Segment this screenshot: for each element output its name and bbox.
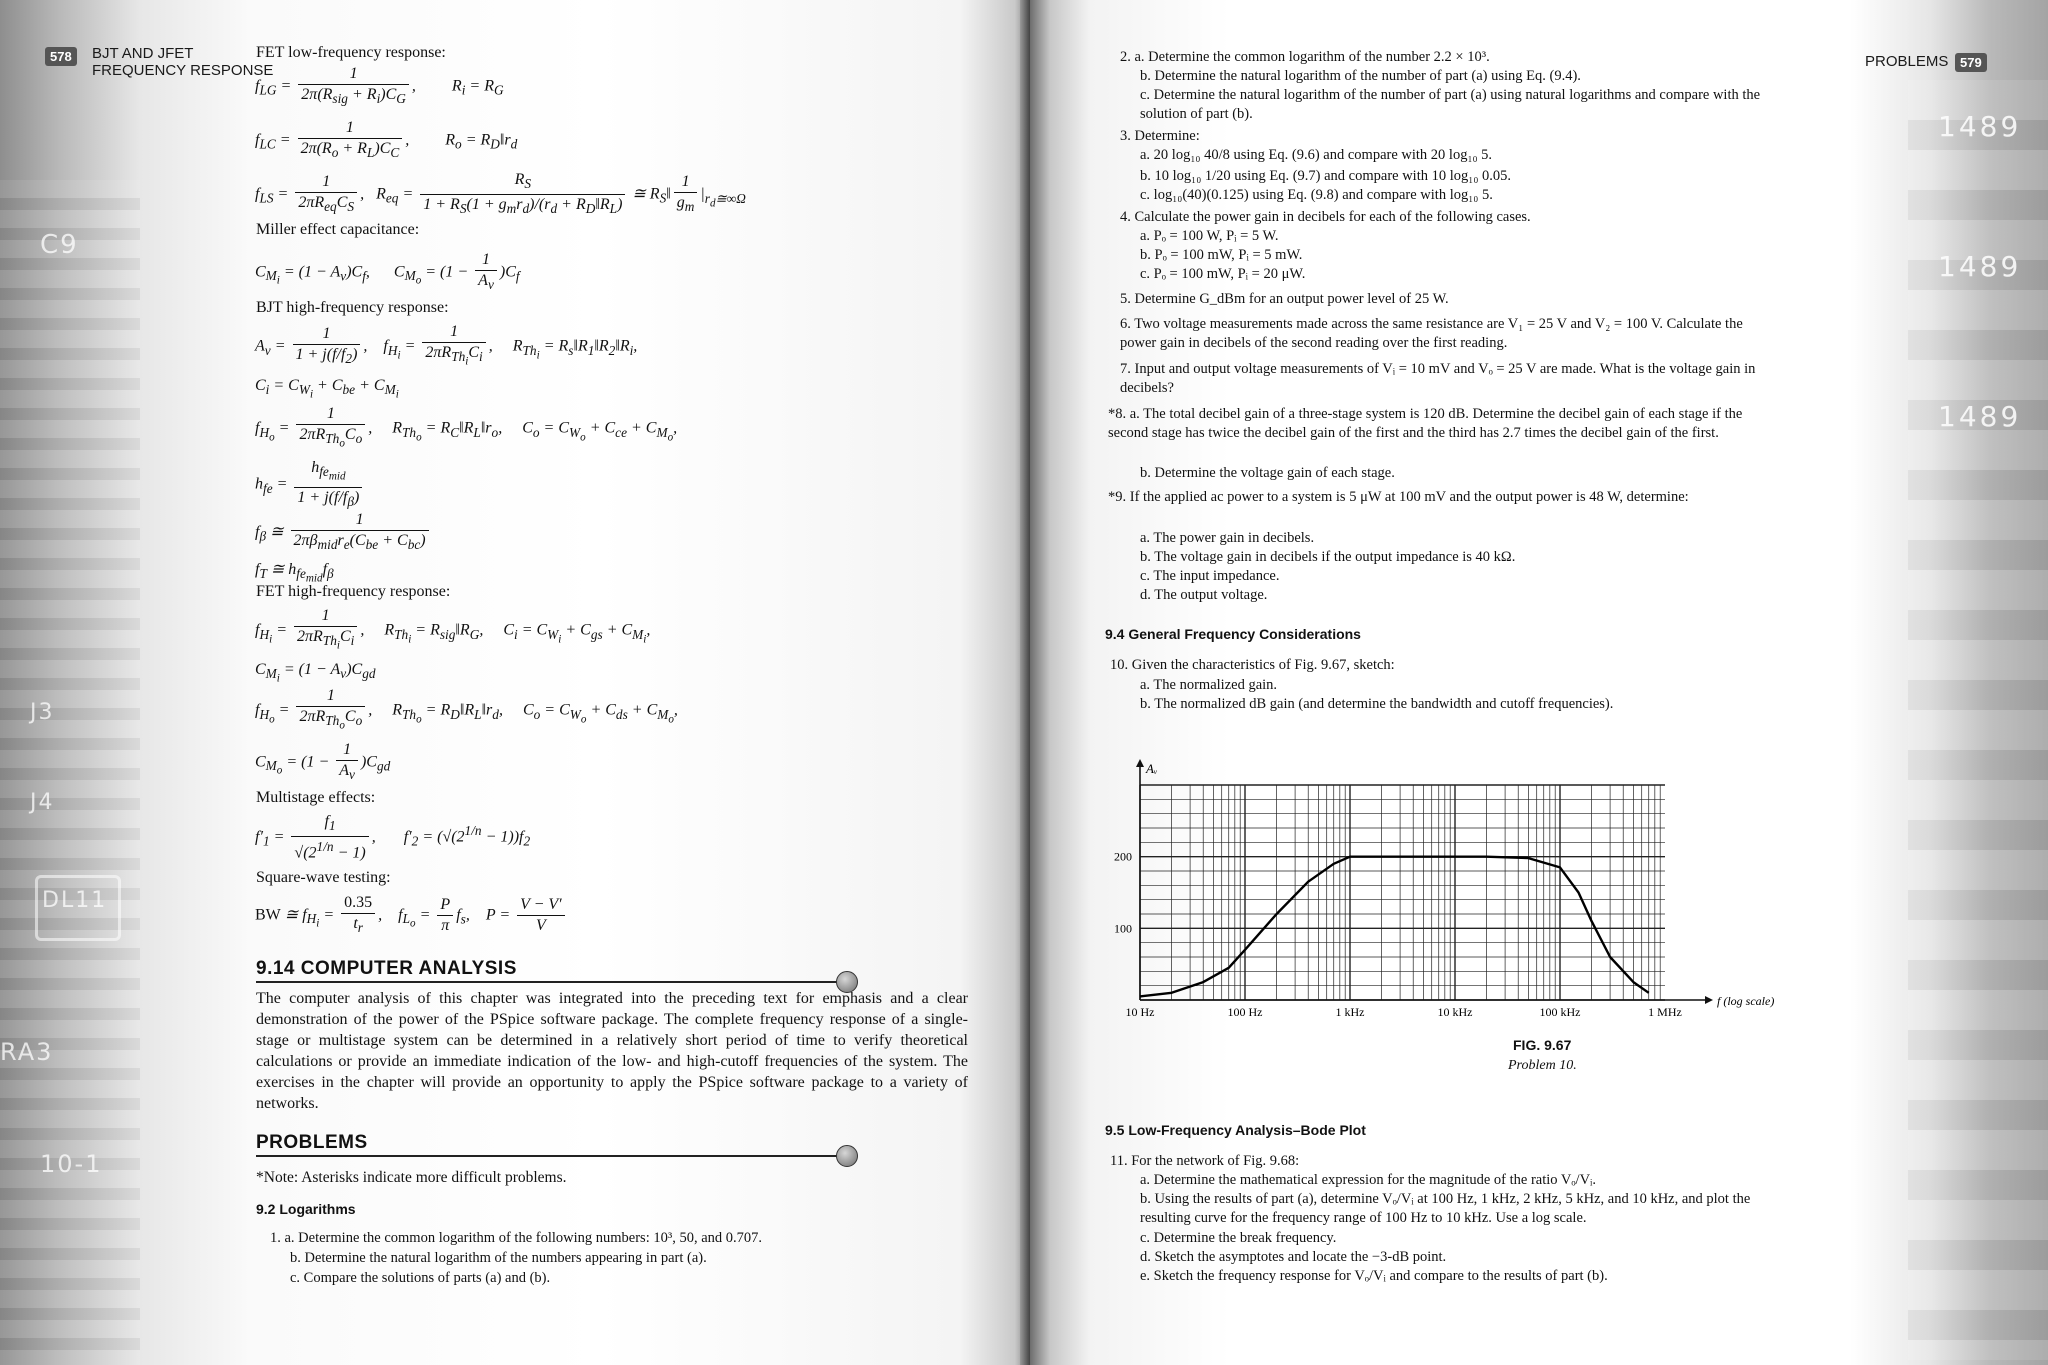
equation-flg: $f_{LG}$ = $\frac{1}{2\pi(R_{sig} + R_i)C_G}$ , $R_i = R_G$ [255, 65, 504, 107]
problem-1b: b. Determine the natural logarithm of the numbers appearing in part (a). [290, 1250, 707, 1266]
right-page [1030, 0, 2048, 1365]
equation-multistage: $f'_1$ = $\frac{f_1}{√(2^{1/n} - 1)}$ , $f'_2 = (√(2^{1/n} - 1))f_2$ [255, 813, 531, 862]
response-curve [1140, 857, 1649, 997]
x-axis-label: f (log scale) [1717, 994, 1775, 1008]
problem-8a: *8. a. The total decibel gain of a three-stage system is 120 dB. Determine the decibel gain of each stage if the second stage has twice the decibel gain of the first and the third has 2.7 times the decibel gain of the first. [1108, 406, 1743, 441]
problem-3: 3. Determine: [1120, 128, 1200, 144]
x-tick-label: 100 Hz [1227, 1005, 1263, 1019]
running-head: PROBLEMS [1865, 53, 1949, 70]
problem-9c: c. The input impedance. [1140, 568, 1280, 584]
y-tick-label: 200 [1114, 849, 1132, 864]
problem-4b: b. Pₒ = 100 mW, Pᵢ = 5 mW. [1140, 247, 1303, 263]
problem-3b: b. 10 log₁₀ 1/20 using Eq. (9.7) and compare with 10 log₁₀ 0.05. [1140, 168, 1511, 184]
problems-rule [256, 1155, 844, 1157]
problem-11: 11. For the network of Fig. 9.68: [1110, 1153, 1300, 1169]
y-tick-label: 100 [1114, 921, 1132, 936]
equation-fet-cmo: $C_{M_o} = (1$ − $\frac{1}{A_v}$ )$C_{gd}$ [255, 741, 391, 783]
page-number: 578 [45, 47, 77, 66]
equation-fls: $f_{LS}$ = $\frac{1}{2\pi R_{eq}C_S}$ , $R_{eq}$ = $\frac{R_S}{1 + R_S(1 + g_mr_d)/(r_d + R_D‖R_L)}$ ≅ $R_S‖$ $\frac{1}{g_m}$ $|_{r_d≅\infty\Omega}$ [255, 171, 746, 217]
figure-label: FIG. 9.67 [1513, 1037, 1572, 1053]
chip-label: 1489 [1938, 110, 2022, 143]
problem-2a: 2. a. Determine the common logarithm of the number 2.2 × 10³. [1120, 49, 1490, 65]
chip-photo [1908, 80, 2048, 1360]
heading-miller: Miller effect capacitance: [256, 221, 420, 238]
computer-analysis-paragraph: The computer analysis of this chapter was integrated into the preceding text for emphasis and a clear demonstration of the power of the PSpice software package. The complete frequency response of a single-stage or multistage system can be determined in a relatively short period of time to verify theoretical calculations or provide an immediate indication of the low- and high-cutoff frequencies of the system. The exercises in the chapter will provide an opportunity to apply the PSpice software package to a variety of networks. [256, 990, 968, 1112]
board-label: J4 [30, 790, 55, 815]
equation-ft: $f_T$ ≅ $h_{fe_{mid}}f_\beta$ [255, 561, 334, 585]
problem-11b: b. Using the results of part (a), determine Vₒ/Vᵢ at 100 Hz, 1 kHz, 2 kHz, 5 kHz, and 10 kHz, and plot the resulting curve for the frequency range of 100 Hz to 10 kHz. Use a log scale. [1140, 1191, 1751, 1226]
problem-11d: d. Sketch the asymptotes and locate the −3-dB point. [1140, 1249, 1447, 1265]
problems-bullet-icon [836, 1145, 858, 1167]
equation-fet-cmi: $C_{M_i} = (1 - A_v)C_{gd}$ [255, 661, 376, 685]
board-label: RA3 [0, 1038, 54, 1066]
problem-10b: b. The normalized dB gain (and determine the bandwidth and cutoff frequencies). [1140, 696, 1614, 712]
heading-multistage: Multistage effects: [256, 789, 376, 806]
running-head-line: FREQUENCY RESPONSE [92, 62, 274, 79]
problem-10: 10. Given the characteristics of Fig. 9.67, sketch: [1110, 657, 1395, 673]
problem-11a: a. Determine the mathematical expression for the magnitude of the ratio Vₒ/Vᵢ. [1140, 1172, 1597, 1188]
problem-9d: d. The output voltage. [1140, 587, 1268, 603]
frequency-response-chart [1090, 755, 1830, 1025]
problems-title: PROBLEMS [256, 1132, 368, 1153]
heading-square: Square-wave testing: [256, 869, 391, 886]
equation-ci: $C_i = C_{W_i} + C_{be} + C_{M_i}$ [255, 377, 399, 401]
equation-fet-fho: $f_{H_o}$ = $\frac{1}{2\pi R_{Th_o}C_o}$ , $R_{Th_o}$ = $R_D‖R_L‖r_d$, $C_o = C_{W_o} + C_{ds} + C_{M_o}$, [255, 687, 678, 732]
equation-av: $A_v$ = $\frac{1}{1 + j(f/f_2)}$ , $f_{H_i}$ = $\frac{1}{2\pi R_{Th_i}C_i}$ , $R_{Th_i}$ = $R_s‖R_1‖R_2‖R_i$, [255, 323, 638, 368]
x-tick-label: 1 MHz [1648, 1005, 1682, 1019]
x-tick-label: 10 kHz [1437, 1005, 1473, 1019]
heading-bjt-high: BJT high-frequency response: [256, 299, 449, 316]
problem-9b: b. The voltage gain in decibels if the output impedance is 40 kΩ. [1140, 549, 1516, 565]
problem-8b: b. Determine the voltage gain of each stage. [1140, 465, 1395, 481]
problem-11e: e. Sketch the frequency response for Vₒ/Vᵢ and compare to the results of part (b). [1140, 1268, 1608, 1284]
board-label: C9 [40, 230, 79, 260]
subsection-general-frequency: 9.4 General Frequency Considerations [1105, 626, 1361, 642]
x-tick-label: 100 kHz [1539, 1005, 1581, 1019]
section-rule [256, 981, 844, 983]
equation-fho: $f_{H_o}$ = $\frac{1}{2\pi R_{Th_o}C_o}$ , $R_{Th_o}$ = $R_C‖R_L‖r_o$, $C_o = C_{W_o} + C_{ce} + C_{M_o}$, [255, 405, 678, 450]
chip-label: 1489 [1938, 250, 2022, 283]
problem-9: *9. If the applied ac power to a system is 5 μW at 100 mV and the output power is 48 W, determine: [1108, 489, 1689, 505]
board-label: J3 [30, 700, 55, 725]
problem-3c: c. log₁₀(40)(0.125) using Eq. (9.8) and compare with log₁₀ 5. [1140, 187, 1493, 203]
problem-2c: c. Determine the natural logarithm of the number of part (a) using natural logarithms and compare with the solution of part (b). [1140, 87, 1761, 122]
x-tick-label: 1 kHz [1335, 1005, 1365, 1019]
problem-4: 4. Calculate the power gain in decibels for each of the following cases. [1120, 209, 1531, 225]
running-head [92, 45, 273, 79]
y-axis-label: Aᵥ [1146, 761, 1158, 776]
problem-10a: a. The normalized gain. [1140, 677, 1278, 693]
y-axis-arrow-icon [1136, 759, 1144, 767]
equation-hfe: $h_{fe}$ = $\frac{h_{fe_{mid}}}{1 + j(f/f_\beta)}$ [255, 458, 365, 512]
chip-label: 1489 [1938, 400, 2022, 433]
problem-7: 7. Input and output voltage measurements of Vᵢ = 10 mV and Vₒ = 25 V are made. What is the voltage gain in decibels? [1120, 361, 1756, 396]
section-title: 9.14 COMPUTER ANALYSIS [256, 958, 517, 979]
equation-fbeta: $f_\beta$ ≅ $\frac{1}{2\pi\beta_{mid}r_e(C_{be} + C_{bc})}$ [255, 510, 432, 555]
running-head-line: BJT AND JFET [92, 45, 194, 62]
subsection-logarithms: 9.2 Logarithms [256, 1201, 356, 1217]
heading-fet-high: FET high-frequency response: [256, 583, 451, 600]
problem-11c: c. Determine the break frequency. [1140, 1230, 1337, 1246]
circuit-board-photo [0, 180, 140, 1365]
problem-5: 5. Determine G_dBm for an output power level of 25 W. [1120, 291, 1449, 307]
heading-fet-low: FET low-frequency response: [256, 44, 446, 61]
equation-miller: $C_{M_i} = (1 - A_v)C_f$, $C_{M_o} = (1$ − $\frac{1}{A_v}$ )$C_f$ [255, 251, 520, 293]
equation-square: BW ≅ $f_{H_i}$ = $\frac{0.35}{t_r}$ , $f_{L_o}$ = $\frac{P}{\pi}$ $f_s$, P = $\frac{V - V'}{V}$ [255, 893, 568, 938]
note-text: *Note: Asterisks indicate more difficult problems. [256, 1169, 567, 1186]
board-label: 10-1 [40, 1150, 103, 1178]
x-axis-arrow-icon [1705, 996, 1713, 1004]
problem-9a: a. The power gain in decibels. [1140, 530, 1315, 546]
equation-fet-fhi: $f_{H_i}$ = $\frac{1}{2\pi R_{Th_i}C_i}$ , $R_{Th_i}$ = $R_{sig}‖R_G$, $C_i = C_{W_i} + C_{gs} + C_{M_i}$, [255, 607, 651, 652]
problem-1c: c. Compare the solutions of parts (a) and (b). [290, 1270, 551, 1286]
problem-2b: b. Determine the natural logarithm of the number of part (a) using Eq. (9.4). [1140, 68, 1581, 84]
problem-1a: 1. a. Determine the common logarithm of the following numbers: 10³, 50, and 0.707. [270, 1230, 763, 1246]
problem-4c: c. Pₒ = 100 mW, Pᵢ = 20 μW. [1140, 266, 1306, 282]
subsection-bode: 9.5 Low-Frequency Analysis–Bode Plot [1105, 1122, 1366, 1138]
equation-flc: $f_{LC}$ = $\frac{1}{2\pi(R_o + R_L)C_C}$ , $R_o$ = $R_D‖r_d$ [255, 119, 518, 161]
problem-3a: a. 20 log₁₀ 40/8 using Eq. (9.6) and compare with 20 log₁₀ 5. [1140, 147, 1493, 163]
figure-caption: Problem 10. [1508, 1058, 1577, 1073]
problem-6: 6. Two voltage measurements made across the same resistance are V₁ = 25 V and V₂ = 100 V. Calculate the power gain in decibels of the second reading over the first reading. [1120, 316, 1743, 351]
board-label: DL11 [42, 888, 108, 913]
page-number: 579 [1955, 53, 1987, 72]
problem-4a: a. Pₒ = 100 W, Pᵢ = 5 W. [1140, 228, 1279, 244]
x-tick-label: 10 Hz [1125, 1005, 1155, 1019]
